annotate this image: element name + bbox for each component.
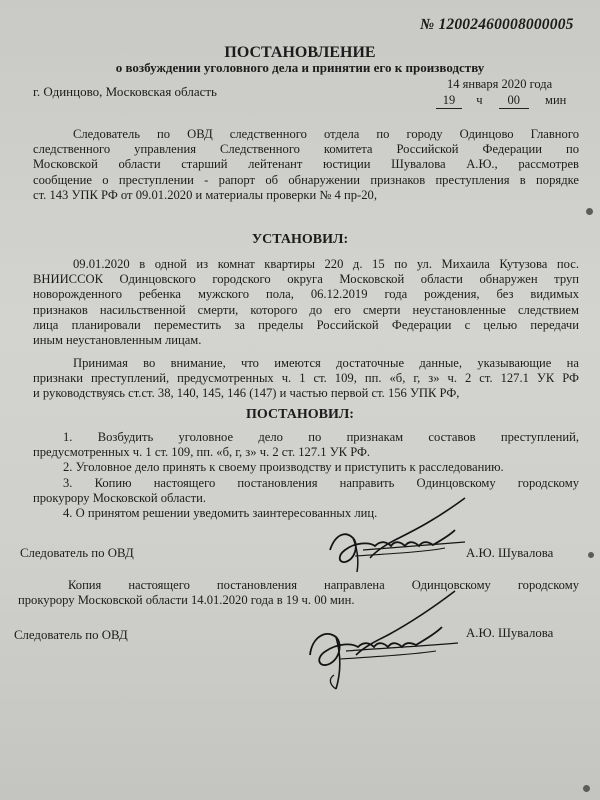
intro-line: ст. 143 УПК РФ от 09.01.2020 и материалы проверки № 4 пр-20,	[33, 187, 377, 202]
time-hour-label: ч	[476, 93, 483, 107]
document-subtitle: о возбуждении уголовного дела и принятии его к производству	[115, 60, 485, 75]
resolution-list	[33, 430, 579, 521]
intro-line: сообщение о преступлении - рапорт об обнаружении признаков преступления в порядке	[33, 172, 579, 187]
resolution-item-1-cont: предусмотренных ч. 1 ст. 109, пп. «б, г, з» ч. 2 ст. 127.1 УК РФ.	[33, 445, 371, 460]
copy-notice-line: Копия настоящего постановления направлена Одинцовскому городскому	[68, 578, 579, 592]
case-number: № 12002460008000005	[420, 16, 574, 33]
facts-line: ВНИИССОК Одинцовского городского округа Московской области обнаружен труп	[33, 272, 579, 287]
signature-1-position: Следователь по ОВД	[20, 546, 134, 560]
copy-notice-line: прокурору Московской области 14.01.2020 года в 19 ч. 00 мин.	[18, 593, 355, 608]
signature-2-name: А.Ю. Шувалова	[466, 626, 554, 640]
grounds-line: Принимая во внимание, что имеются достаточные данные, указывающие на	[73, 356, 579, 370]
intro-line: Московской области старший лейтенант юстиции Шувалова А.Ю., рассмотрев	[33, 157, 579, 172]
resolution-item-3-cont: прокурору Московской области.	[33, 490, 206, 505]
time-minute-label: мин	[545, 93, 567, 107]
facts-line: 09.01.2020 в одной из комнат квартиры 220 д. 15 по ул. Михаила Кутузова пос.	[73, 257, 579, 271]
heading-resolved: ПОСТАНОВИЛ:	[246, 407, 354, 422]
time-hour: 19	[436, 93, 462, 109]
facts-line: признаков насильственной смерти, которого до его смерти неустановленные следствием	[33, 302, 579, 317]
time-minute: 00	[499, 93, 529, 109]
grounds-line: и руководствуясь ст.ст. 38, 140, 145, 146 (147) и частью первой ст. 156 УПК РФ,	[33, 386, 460, 401]
resolution-item-3: 3. Копию настоящего постановления направить Одинцовскому городскому	[63, 475, 579, 490]
document-title: ПОСТАНОВЛЕНИЕ	[224, 44, 376, 61]
resolution-item-1: 1. Возбудить уголовное дело по признакам составов преступлений,	[63, 430, 579, 444]
document-time	[436, 93, 566, 109]
margin-mark	[586, 208, 593, 215]
facts-paragraph	[33, 257, 579, 348]
grounds-line: признаки преступлений, предусмотренных ч. 1 ст. 109, пп. «б, г, з» ч. 2 ст. 127.1 УК РФ	[33, 371, 579, 386]
margin-mark	[588, 552, 594, 558]
document-date: 14 января 2020 года	[447, 77, 553, 91]
facts-line: новорожденного ребенка мужского пола, 06.12.2019 года рождения, без видимых	[33, 287, 579, 302]
signature-1-name: А.Ю. Шувалова	[466, 546, 554, 560]
facts-line: иным неустановленным лицам.	[33, 333, 202, 348]
intro-paragraph	[33, 127, 579, 203]
grounds-paragraph	[33, 356, 579, 402]
margin-mark	[583, 785, 590, 792]
facts-line: лица планировали переместить за пределы Российской Федерации с целью передачи	[33, 317, 579, 332]
intro-line: следственного управления Следственного комитета Российской Федерации по	[33, 142, 579, 157]
resolution-item-2: 2. Уголовное дело принять к своему производству и приступить к расследованию.	[63, 460, 504, 475]
heading-established: УСТАНОВИЛ:	[251, 232, 349, 247]
document-city: г. Одинцово, Московская область	[33, 84, 217, 99]
resolution-item-4: 4. О принятом решении уведомить заинтересованных лиц.	[63, 506, 378, 521]
handwritten-signature-2	[290, 585, 465, 695]
intro-line: Следователь по ОВД следственного отдела по городу Одинцово Главного	[73, 127, 579, 141]
signature-2-position: Следователь по ОВД	[14, 628, 128, 642]
handwritten-signature-1	[315, 490, 475, 580]
